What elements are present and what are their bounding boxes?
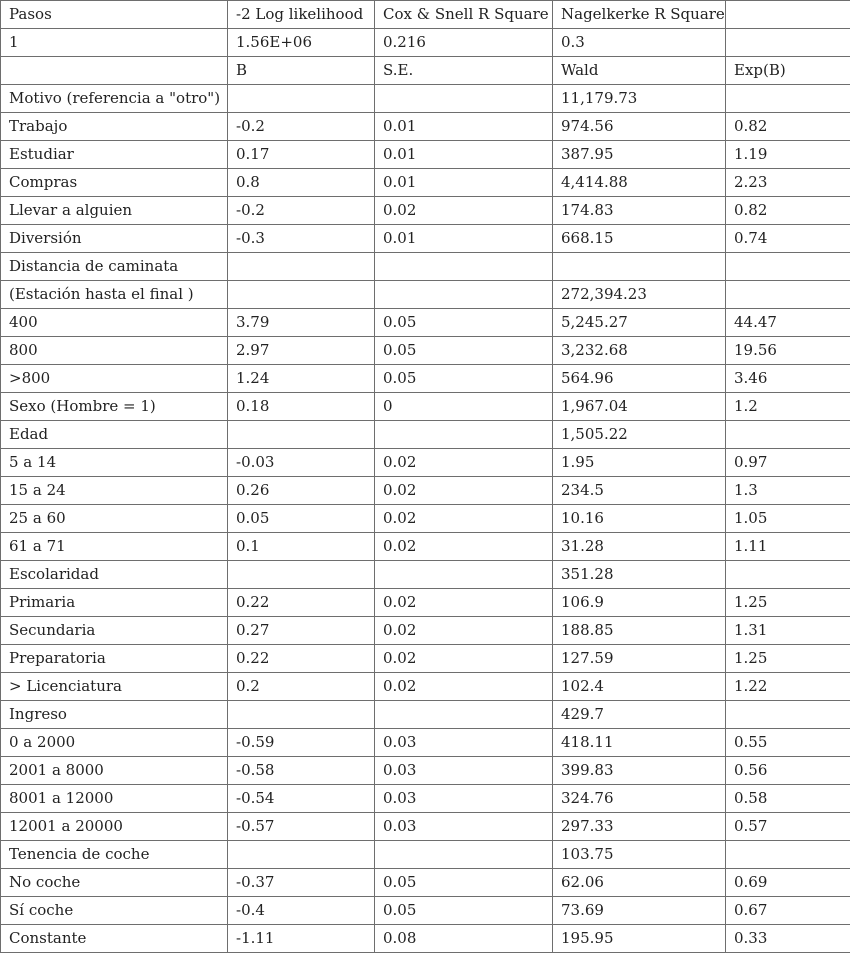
coef-header-variable <box>1 57 228 85</box>
variable-cell: 12001 a 20000 <box>1 813 228 841</box>
b-cell: -0.3 <box>228 225 375 253</box>
b-cell <box>228 701 375 729</box>
expb-cell: 0.82 <box>726 113 850 141</box>
se-cell: 0.02 <box>375 645 553 673</box>
se-cell: 0.05 <box>375 869 553 897</box>
wald-cell: 272,394.23 <box>553 281 726 309</box>
se-cell: 0.05 <box>375 309 553 337</box>
variable-cell: 400 <box>1 309 228 337</box>
variable-cell: Edad <box>1 421 228 449</box>
regression-table-body <box>1 1 850 953</box>
table-row <box>1 281 850 309</box>
table-row <box>1 141 850 169</box>
se-cell <box>375 561 553 589</box>
value-nagelkerke: 0.3 <box>553 29 726 57</box>
wald-cell: 188.85 <box>553 617 726 645</box>
b-cell: -0.2 <box>228 113 375 141</box>
b-cell: -0.03 <box>228 449 375 477</box>
header-pasos: Pasos <box>1 1 228 29</box>
table-row <box>1 113 850 141</box>
wald-cell: 351.28 <box>553 561 726 589</box>
b-cell <box>228 281 375 309</box>
expb-cell: 1.19 <box>726 141 850 169</box>
wald-cell: 103.75 <box>553 841 726 869</box>
se-cell: 0.05 <box>375 337 553 365</box>
header-nagelkerke: Nagelkerke R Square <box>553 1 726 29</box>
table-row <box>1 505 850 533</box>
expb-cell: 1.05 <box>726 505 850 533</box>
wald-cell: 297.33 <box>553 813 726 841</box>
coef-header-b: B <box>228 57 375 85</box>
b-cell <box>228 421 375 449</box>
b-cell: 0.27 <box>228 617 375 645</box>
table-row <box>1 645 850 673</box>
coef-header-expb: Exp(B) <box>726 57 850 85</box>
wald-cell: 62.06 <box>553 869 726 897</box>
table-row <box>1 533 850 561</box>
wald-cell: 429.7 <box>553 701 726 729</box>
se-cell: 0.02 <box>375 533 553 561</box>
se-cell <box>375 281 553 309</box>
table-row <box>1 785 850 813</box>
coef-header-wald: Wald <box>553 57 726 85</box>
variable-cell: 0 a 2000 <box>1 729 228 757</box>
wald-cell: 174.83 <box>553 197 726 225</box>
table-row <box>1 757 850 785</box>
b-cell: 0.22 <box>228 645 375 673</box>
table-row <box>1 477 850 505</box>
se-cell: 0.05 <box>375 897 553 925</box>
b-cell: -0.37 <box>228 869 375 897</box>
se-cell <box>375 841 553 869</box>
se-cell <box>375 85 553 113</box>
variable-cell: Trabajo <box>1 113 228 141</box>
wald-cell: 31.28 <box>553 533 726 561</box>
se-cell: 0.02 <box>375 477 553 505</box>
se-cell: 0.02 <box>375 197 553 225</box>
se-cell: 0.05 <box>375 365 553 393</box>
expb-cell <box>726 701 850 729</box>
table-row <box>1 617 850 645</box>
se-cell: 0.03 <box>375 757 553 785</box>
se-cell: 0.02 <box>375 449 553 477</box>
wald-cell: 102.4 <box>553 673 726 701</box>
expb-cell: 0.56 <box>726 757 850 785</box>
coefficients-header-row <box>1 57 850 85</box>
variable-cell: Distancia de caminata <box>1 253 228 281</box>
se-cell: 0.03 <box>375 813 553 841</box>
variable-cell: Sí coche <box>1 897 228 925</box>
variable-cell: > Licenciatura <box>1 673 228 701</box>
b-cell: -0.2 <box>228 197 375 225</box>
variable-cell: Preparatoria <box>1 645 228 673</box>
b-cell: 0.8 <box>228 169 375 197</box>
wald-cell: 106.9 <box>553 589 726 617</box>
table-row <box>1 869 850 897</box>
expb-cell <box>726 421 850 449</box>
table-row <box>1 309 850 337</box>
expb-cell: 1.3 <box>726 477 850 505</box>
se-cell: 0.01 <box>375 169 553 197</box>
wald-cell <box>553 253 726 281</box>
value-empty <box>726 29 850 57</box>
expb-cell: 1.2 <box>726 393 850 421</box>
model-summary-value-row <box>1 29 850 57</box>
b-cell: -0.58 <box>228 757 375 785</box>
table-row <box>1 673 850 701</box>
variable-cell: 800 <box>1 337 228 365</box>
expb-cell: 0.82 <box>726 197 850 225</box>
variable-cell: Secundaria <box>1 617 228 645</box>
se-cell: 0.02 <box>375 505 553 533</box>
se-cell: 0.01 <box>375 141 553 169</box>
b-cell <box>228 841 375 869</box>
header-cox-snell: Cox & Snell R Square <box>375 1 553 29</box>
table-row <box>1 169 850 197</box>
variable-cell: No coche <box>1 869 228 897</box>
table-row <box>1 421 850 449</box>
se-cell: 0.01 <box>375 225 553 253</box>
variable-cell: 8001 a 12000 <box>1 785 228 813</box>
b-cell <box>228 253 375 281</box>
table-row <box>1 85 850 113</box>
table-row <box>1 729 850 757</box>
table-row <box>1 841 850 869</box>
expb-cell: 19.56 <box>726 337 850 365</box>
table-row <box>1 589 850 617</box>
variable-cell: Primaria <box>1 589 228 617</box>
wald-cell: 399.83 <box>553 757 726 785</box>
wald-cell: 127.59 <box>553 645 726 673</box>
se-cell: 0.03 <box>375 729 553 757</box>
se-cell: 0.03 <box>375 785 553 813</box>
b-cell <box>228 561 375 589</box>
b-cell: 1.24 <box>228 365 375 393</box>
expb-cell: 0.55 <box>726 729 850 757</box>
b-cell: -0.57 <box>228 813 375 841</box>
table-row <box>1 449 850 477</box>
expb-cell: 2.23 <box>726 169 850 197</box>
se-cell: 0.08 <box>375 925 553 953</box>
expb-cell <box>726 85 850 113</box>
variable-cell: Compras <box>1 169 228 197</box>
wald-cell: 564.96 <box>553 365 726 393</box>
variable-cell: >800 <box>1 365 228 393</box>
expb-cell: 3.46 <box>726 365 850 393</box>
value-pasos: 1 <box>1 29 228 57</box>
se-cell: 0.02 <box>375 673 553 701</box>
b-cell: 0.22 <box>228 589 375 617</box>
b-cell: 0.17 <box>228 141 375 169</box>
wald-cell: 10.16 <box>553 505 726 533</box>
wald-cell: 5,245.27 <box>553 309 726 337</box>
se-cell <box>375 253 553 281</box>
b-cell: -0.54 <box>228 785 375 813</box>
b-cell: 2.97 <box>228 337 375 365</box>
se-cell: 0 <box>375 393 553 421</box>
variable-cell: 15 a 24 <box>1 477 228 505</box>
wald-cell: 73.69 <box>553 897 726 925</box>
variable-cell: Motivo (referencia a "otro") <box>1 85 228 113</box>
table-row <box>1 393 850 421</box>
expb-cell: 0.97 <box>726 449 850 477</box>
variable-cell: 5 a 14 <box>1 449 228 477</box>
b-cell <box>228 85 375 113</box>
wald-cell: 234.5 <box>553 477 726 505</box>
table-row <box>1 925 850 953</box>
coef-header-se: S.E. <box>375 57 553 85</box>
variable-cell: Escolaridad <box>1 561 228 589</box>
wald-cell: 1,967.04 <box>553 393 726 421</box>
b-cell: -1.11 <box>228 925 375 953</box>
variable-cell: Estudiar <box>1 141 228 169</box>
model-summary-header-row <box>1 1 850 29</box>
expb-cell: 1.22 <box>726 673 850 701</box>
variable-cell: Ingreso <box>1 701 228 729</box>
variable-cell: 61 a 71 <box>1 533 228 561</box>
wald-cell: 4,414.88 <box>553 169 726 197</box>
expb-cell: 0.67 <box>726 897 850 925</box>
wald-cell: 195.95 <box>553 925 726 953</box>
table-row <box>1 701 850 729</box>
se-cell: 0.02 <box>375 617 553 645</box>
variable-cell: Tenencia de coche <box>1 841 228 869</box>
expb-cell: 44.47 <box>726 309 850 337</box>
expb-cell: 1.25 <box>726 645 850 673</box>
table-row <box>1 365 850 393</box>
table-row <box>1 337 850 365</box>
b-cell: 0.18 <box>228 393 375 421</box>
table-row <box>1 197 850 225</box>
b-cell: 3.79 <box>228 309 375 337</box>
expb-cell <box>726 253 850 281</box>
wald-cell: 387.95 <box>553 141 726 169</box>
variable-cell: 25 a 60 <box>1 505 228 533</box>
expb-cell: 1.25 <box>726 589 850 617</box>
header-empty <box>726 1 850 29</box>
se-cell: 0.02 <box>375 589 553 617</box>
b-cell: -0.59 <box>228 729 375 757</box>
b-cell: 0.05 <box>228 505 375 533</box>
expb-cell <box>726 561 850 589</box>
variable-cell: Diversión <box>1 225 228 253</box>
value-cox-snell: 0.216 <box>375 29 553 57</box>
wald-cell: 668.15 <box>553 225 726 253</box>
se-cell <box>375 701 553 729</box>
b-cell: 0.26 <box>228 477 375 505</box>
se-cell <box>375 421 553 449</box>
table-row <box>1 813 850 841</box>
expb-cell: 0.69 <box>726 869 850 897</box>
wald-cell: 1.95 <box>553 449 726 477</box>
expb-cell: 1.31 <box>726 617 850 645</box>
expb-cell <box>726 841 850 869</box>
value-log-likelihood: 1.56E+06 <box>228 29 375 57</box>
table-row <box>1 897 850 925</box>
wald-cell: 3,232.68 <box>553 337 726 365</box>
variable-cell: Llevar a alguien <box>1 197 228 225</box>
expb-cell: 0.57 <box>726 813 850 841</box>
expb-cell: 0.74 <box>726 225 850 253</box>
table-row <box>1 561 850 589</box>
expb-cell: 0.33 <box>726 925 850 953</box>
b-cell: 0.2 <box>228 673 375 701</box>
b-cell: -0.4 <box>228 897 375 925</box>
table-row <box>1 225 850 253</box>
table-row <box>1 253 850 281</box>
expb-cell: 1.11 <box>726 533 850 561</box>
wald-cell: 974.56 <box>553 113 726 141</box>
variable-cell: Sexo (Hombre = 1) <box>1 393 228 421</box>
variable-cell: (Estación hasta el final ) <box>1 281 228 309</box>
wald-cell: 11,179.73 <box>553 85 726 113</box>
wald-cell: 418.11 <box>553 729 726 757</box>
expb-cell <box>726 281 850 309</box>
variable-cell: 2001 a 8000 <box>1 757 228 785</box>
wald-cell: 324.76 <box>553 785 726 813</box>
wald-cell: 1,505.22 <box>553 421 726 449</box>
b-cell: 0.1 <box>228 533 375 561</box>
expb-cell: 0.58 <box>726 785 850 813</box>
variable-cell: Constante <box>1 925 228 953</box>
se-cell: 0.01 <box>375 113 553 141</box>
header-log-likelihood: -2 Log likelihood <box>228 1 375 29</box>
